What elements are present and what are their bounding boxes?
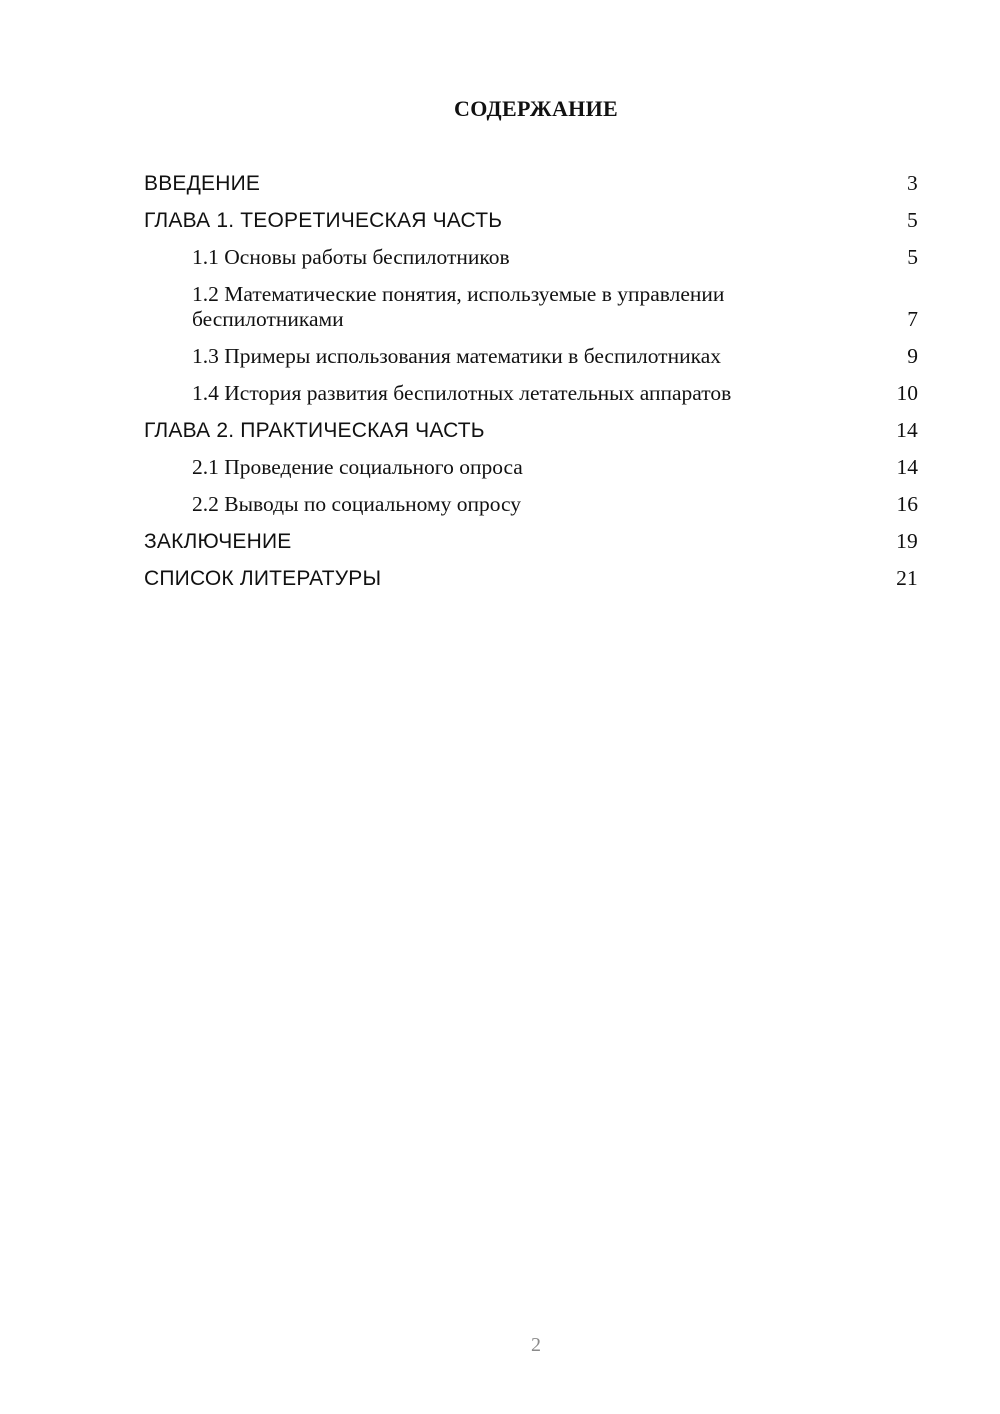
toc-entry-label: 1.2 Математические понятия, используемые в управлении беспилотниками — [192, 282, 725, 331]
toc-entry-page: 14 — [896, 418, 918, 442]
toc-entry-label: 1.4 История развития беспилотных летательных аппаратов — [192, 381, 732, 405]
toc-entry-label: ВВЕДЕНИЕ — [144, 172, 261, 195]
toc-entry-references — [144, 566, 918, 591]
toc-entry-page: 3 — [907, 171, 918, 195]
table-of-contents — [144, 171, 918, 603]
toc-entry-section-2-1 — [144, 455, 918, 480]
toc-entry-section-2-2 — [144, 492, 918, 517]
toc-entry-section-1-2 — [144, 282, 918, 332]
toc-entry-page: 9 — [907, 344, 918, 368]
toc-entry-page: 5 — [907, 245, 918, 269]
toc-entry-page: 19 — [896, 529, 918, 553]
toc-entry-page: 7 — [907, 307, 918, 331]
toc-entry-chapter-2 — [144, 418, 918, 443]
toc-entry-introduction — [144, 171, 918, 196]
toc-entry-page: 5 — [907, 208, 918, 232]
page-title: СОДЕРЖАНИЕ — [454, 96, 618, 121]
toc-entry-label: 1.1 Основы работы беспилотников — [192, 245, 510, 269]
toc-entry-conclusion — [144, 529, 918, 554]
toc-entry-page: 10 — [896, 381, 918, 405]
toc-entry-section-1-1 — [144, 245, 918, 270]
toc-entry-page: 16 — [896, 492, 918, 516]
page-number: 2 — [531, 1334, 541, 1356]
toc-entry-chapter-1 — [144, 208, 918, 233]
toc-entry-label: 2.2 Выводы по социальному опросу — [192, 492, 522, 516]
toc-entry-label: 1.3 Примеры использования математики в беспилотниках — [192, 344, 721, 368]
toc-entry-section-1-4 — [144, 381, 918, 406]
toc-entry-label: СПИСОК ЛИТЕРАТУРЫ — [144, 567, 382, 590]
toc-entry-label: 2.1 Проведение социального опроса — [192, 455, 523, 479]
toc-entry-section-1-3 — [144, 344, 918, 369]
toc-entry-page: 21 — [896, 566, 918, 590]
toc-entry-page: 14 — [896, 455, 918, 479]
toc-entry-label: ЗАКЛЮЧЕНИЕ — [144, 530, 292, 553]
toc-entry-label: ГЛАВА 1. ТЕОРЕТИЧЕСКАЯ ЧАСТЬ — [144, 209, 503, 232]
toc-entry-label: ГЛАВА 2. ПРАКТИЧЕСКАЯ ЧАСТЬ — [144, 419, 485, 442]
